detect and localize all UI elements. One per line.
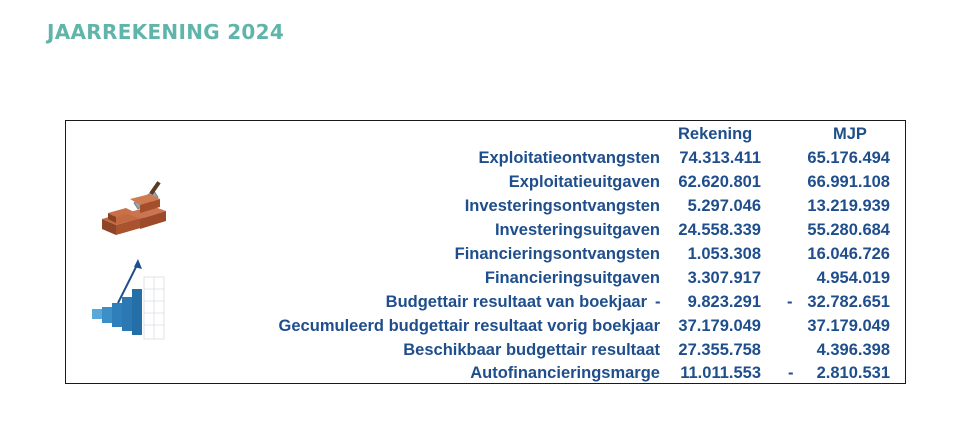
table-row bbox=[66, 245, 905, 269]
table-row bbox=[66, 317, 905, 341]
row-label: Investeringsuitgaven bbox=[494, 221, 660, 239]
mjp-sign: - bbox=[787, 293, 793, 311]
table-row bbox=[66, 173, 905, 197]
mjp-value: 16.046.726 bbox=[807, 245, 890, 263]
rekening-value: 27.355.758 bbox=[678, 341, 761, 359]
rekening-value: 74.313.411 bbox=[679, 149, 761, 167]
mjp-value: 2.810.531 bbox=[816, 364, 890, 382]
row-label: Financieringsontvangsten bbox=[454, 245, 660, 263]
rekening-value: 3.307.917 bbox=[687, 269, 761, 287]
financial-summary-table bbox=[65, 120, 906, 384]
row-label: Beschikbaar budgettair resultaat bbox=[403, 341, 660, 359]
mjp-value: 66.991.108 bbox=[807, 173, 890, 191]
rekening-value: 62.620.801 bbox=[678, 173, 761, 191]
row-label: Exploitatieontvangsten bbox=[478, 149, 660, 167]
mjp-value: 55.280.684 bbox=[807, 221, 890, 239]
rekening-value: 37.179.049 bbox=[678, 317, 761, 335]
table-row bbox=[66, 149, 905, 173]
page-title: JAARREKENING 2024 bbox=[47, 20, 285, 44]
rekening-value: 11.011.553 bbox=[680, 364, 761, 382]
row-label: Financieringsuitgaven bbox=[484, 269, 660, 287]
row-label: Exploitatieuitgaven bbox=[508, 173, 660, 191]
table-header bbox=[66, 125, 905, 149]
mjp-value: 4.954.019 bbox=[816, 269, 890, 287]
column-header-mjp: MJP bbox=[833, 125, 867, 143]
mjp-sign: - bbox=[788, 364, 794, 382]
row-label: Gecumuleerd budgettair resultaat vorig boekjaar bbox=[278, 317, 660, 335]
rekening-sign: - bbox=[655, 293, 661, 311]
mjp-value: 32.782.651 bbox=[807, 293, 890, 311]
rekening-value: 1.053.308 bbox=[687, 245, 761, 263]
mjp-value: 37.179.049 bbox=[807, 317, 890, 335]
mjp-value: 13.219.939 bbox=[807, 197, 890, 215]
rekening-value: 5.297.046 bbox=[687, 197, 761, 215]
table-row bbox=[66, 293, 905, 317]
column-header-rekening: Rekening bbox=[678, 125, 753, 143]
row-label: Autofinancieringsmarge bbox=[470, 364, 660, 382]
table-row bbox=[66, 197, 905, 221]
row-label: Investeringsontvangsten bbox=[464, 197, 660, 215]
mjp-value: 65.176.494 bbox=[807, 149, 890, 167]
mjp-value: 4.396.398 bbox=[816, 341, 890, 359]
rekening-value: 9.823.291 bbox=[687, 293, 761, 311]
table-row bbox=[66, 221, 905, 245]
table-row bbox=[66, 364, 905, 388]
table-row bbox=[66, 269, 905, 293]
row-label: Budgettair resultaat van boekjaar bbox=[385, 293, 647, 311]
table-row bbox=[66, 341, 905, 365]
rekening-value: 24.558.339 bbox=[678, 221, 761, 239]
